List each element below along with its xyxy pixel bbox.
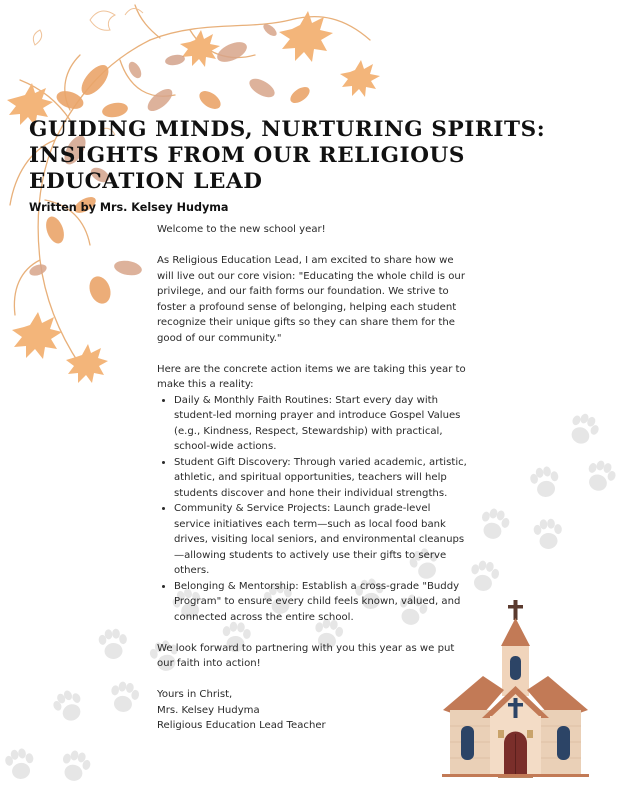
action-item: • Daily & Monthly Faith Routines: Start every day with student-led morning prayer and introduce Gospel Values (e.g., Kindness, Respect, Stewardship) with practical, school-wide actions. <box>174 393 467 455</box>
signoff: Yours in Christ, <box>157 689 233 700</box>
greeting-paragraph: Welcome to the new school year! <box>157 224 326 235</box>
signature-role: Religious Education Lead Teacher <box>157 720 326 731</box>
article-body <box>157 222 467 734</box>
signature-block <box>157 687 467 734</box>
action-item: • Belonging & Mentorship: Establish a cross-grade "Buddy Program" to ensure every child feels known, valued, and connected across the entire school. <box>174 579 467 626</box>
closing-paragraph: We look forward to partnering with you this year as we put our faith into action! <box>157 642 455 669</box>
article-byline: Written by Mrs. Kelsey Hudyma <box>29 201 229 214</box>
intro-paragraph: As Religious Education Lead, I am excited to share how we will live out our core vision: "Educating the whole child is our privilege, and our faith forms our foundation. We strive to foster a profound sense of belonging, helping each student recognize their unique gifts so they can share them for the good of our community." <box>157 255 465 344</box>
action-items-list <box>157 393 467 626</box>
action-item: • Student Gift Discovery: Through varied academic, artistic, athletic, and spiritual opportunities, teachers will help students discover and hone their individual strengths. <box>174 455 467 502</box>
signature-name: Mrs. Kelsey Hudyma <box>157 704 260 716</box>
action-item: • Community & Service Projects: Launch grade-level service initiatives each term—such as local food bank drives, visiting local seniors, and environmental cleanups—allowing students to actively use their gifts to serve others. <box>174 501 467 579</box>
actions-lead-paragraph: Here are the concrete action items we are taking this year to make this a reality: <box>157 363 466 390</box>
article-title: GUIDING MINDS, NURTURING SPIRITS: INSIGHTS FROM OUR RELIGIOUS EDUCATION LEAD <box>29 117 546 194</box>
